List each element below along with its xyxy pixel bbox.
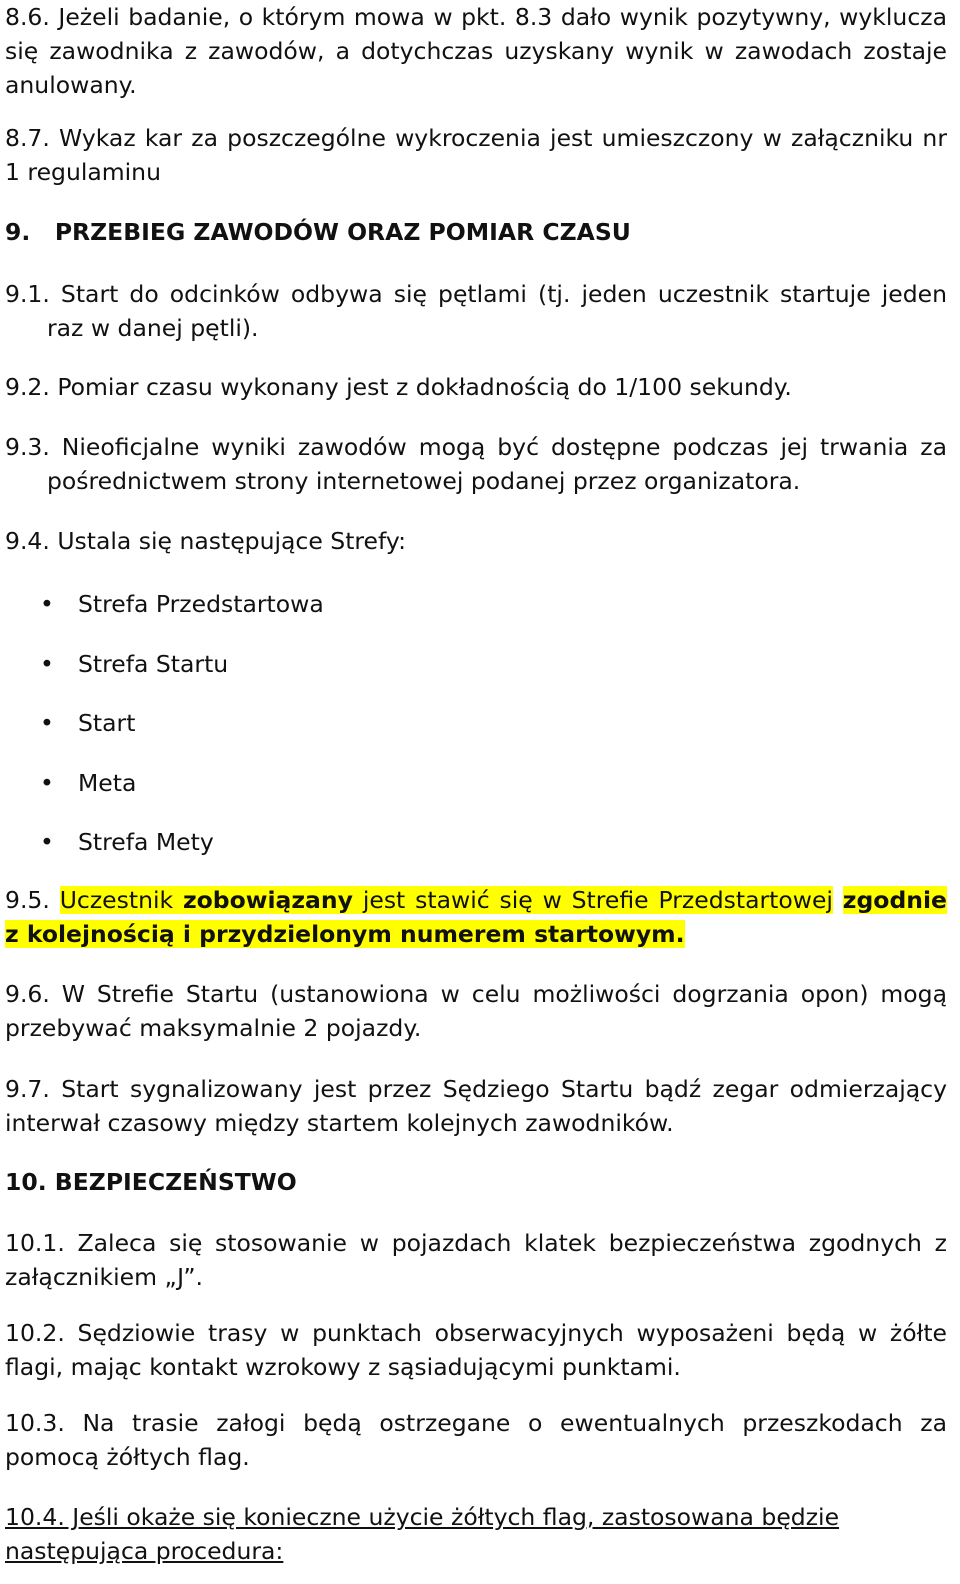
highlighted-bold-text: zgodnie z kolejnością i przydzielonym numerem startowym.: [5, 886, 947, 948]
zone-list-item: [40, 587, 324, 621]
zone-list-item: [40, 706, 135, 740]
paragraph-10-1: 10.1. Zaleca się stosowanie w pojazdach klatek bezpieczeństwa zgodnych z załącznikiem „J”.: [5, 1229, 947, 1291]
paragraph-9-5: [5, 883, 947, 951]
paragraph-9-2: 9.2. Pomiar czasu wykonany jest z dokładnością do 1/100 sekundy.: [5, 373, 792, 401]
bullet-icon: •: [40, 769, 54, 797]
zone-label: Strefa Przedstartowa: [78, 590, 324, 618]
zone-label: Strefa Startu: [78, 650, 229, 678]
paragraph-8-7: 8.7. Wykaz kar za poszczególne wykroczenia jest umieszczony w załączniku nr 1 regulaminu: [5, 124, 947, 186]
paragraph-8-6: 8.6. Jeżeli badanie, o którym mowa w pkt. 8.3 dało wynik pozytywny, wyklucza się zawodnika z zawodów, a dotychczas uzyskany wynik w zawodach zostaje anulowany.: [5, 3, 947, 99]
section-heading-9: 9. PRZEBIEG ZAWODÓW ORAZ POMIAR CZASU: [5, 218, 631, 246]
bullet-icon: •: [40, 828, 54, 856]
zone-label: Meta: [78, 769, 137, 797]
zone-label: Strefa Mety: [78, 828, 214, 856]
highlighted-bold-text: zobowiązany: [182, 886, 353, 914]
paragraph-9-6: 9.6. W Strefie Startu (ustanowiona w celu możliwości dogrzania opon) mogą przebywać maksymalnie 2 pojazdy.: [5, 980, 947, 1042]
zone-label: Start: [78, 709, 136, 737]
paragraph-number: 9.5.: [5, 886, 50, 914]
paragraph-10-2: 10.2. Sędziowie trasy w punktach obserwacyjnych wyposażeni będą w żółte flagi, mając kontakt wzrokowy z sąsiadującymi punktami.: [5, 1319, 947, 1381]
bullet-icon: •: [40, 650, 54, 678]
highlighted-text: jest stawić się w Strefie Przedstartowej: [362, 886, 833, 914]
zone-list-item: [40, 825, 214, 859]
paragraph-10-4: 10.4. Jeśli okaże się konieczne użycie żółtych flag, zastosowana będzie następująca procedura:: [5, 1503, 840, 1565]
zone-list-item: [40, 647, 228, 681]
paragraph-9-4: 9.4. Ustala się następujące Strefy:: [5, 527, 406, 555]
highlighted-text: Uczestnik: [59, 886, 174, 914]
paragraph-9-7: 9.7. Start sygnalizowany jest przez Sędziego Startu bądź zegar odmierzający interwał czasowy między startem kolejnych zawodników.: [5, 1075, 947, 1137]
zone-list-item: [40, 766, 136, 800]
paragraph-9-1: 9.1. Start do odcinków odbywa się pętlami (tj. jeden uczestnik startuje jeden raz w danej pętli).: [5, 280, 947, 342]
paragraph-10-3: 10.3. Na trasie załogi będą ostrzegane o ewentualnych przeszkodach za pomocą żółtych flag.: [5, 1409, 947, 1471]
bullet-icon: •: [40, 709, 54, 737]
section-heading-10: 10. BEZPIECZEŃSTWO: [5, 1168, 297, 1196]
paragraph-9-3: 9.3. Nieoficjalne wyniki zawodów mogą być dostępne podczas jej trwania za pośrednictwem strony internetowej podanej przez organizatora.: [5, 433, 947, 495]
bullet-icon: •: [40, 590, 54, 618]
